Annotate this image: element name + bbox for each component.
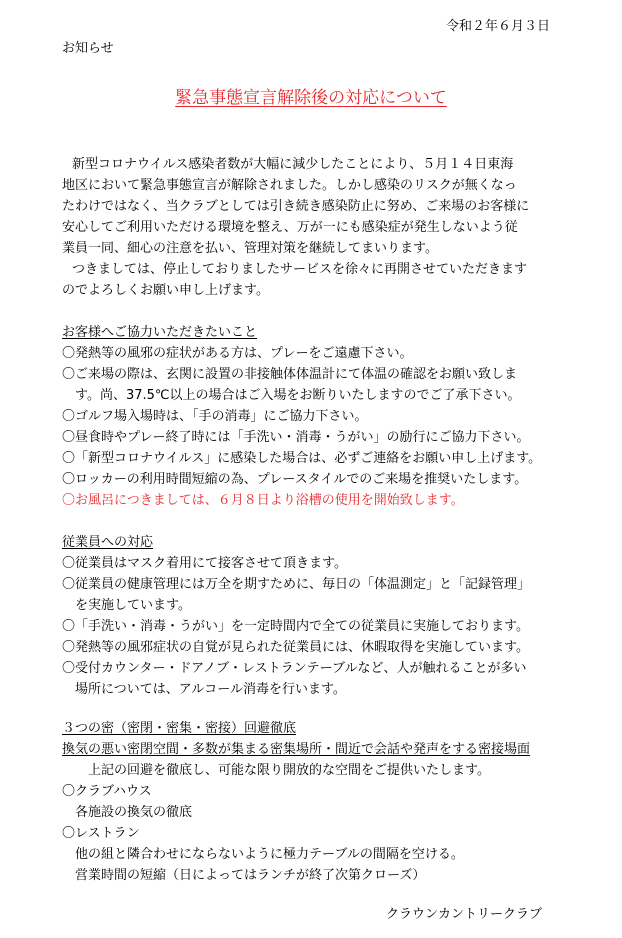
intro-line: つきましては、停止しておりましたサービスを徐々に再開させていただきます bbox=[72, 262, 528, 277]
mitsu-item: 営業時間の短縮（日によってはランチが終了次第クローズ） bbox=[75, 868, 426, 883]
mitsu-item: 各施設の換気の徹底 bbox=[75, 805, 193, 820]
mitsu-section bbox=[62, 718, 562, 886]
mitsu-item: 上記の回避を徹底し、可能な限り開放的な空間をご提供いたします。 bbox=[88, 763, 490, 778]
customer-item: 〇発熱等の風邪の症状がある方は、プレーをご遠慮下さい。 bbox=[62, 346, 413, 361]
intro-section bbox=[62, 154, 562, 301]
staff-item: 〇発熱等の風邪症状の自覚が見られた従業員には、休暇取得を実施しています。 bbox=[62, 640, 529, 655]
customer-item: 〇「新型コロナウイルス」に感染した場合は、必ずご連絡をお願い申し上げます。 bbox=[62, 451, 542, 466]
staff-item: 〇「手洗い・消毒・うがい」を一定時間内で全ての従業員に実施しております。 bbox=[62, 619, 529, 634]
customers-heading: お客様へご協力いただきたいこと bbox=[62, 325, 258, 340]
intro-line: 新型コロナウイルス感染者数が大幅に減少したことにより、５月１４日東海 bbox=[72, 157, 514, 172]
staff-item: を実施しています。 bbox=[75, 598, 191, 613]
staff-heading: 従業員への対応 bbox=[62, 535, 154, 550]
customer-item: 〇ロッカーの利用時間短縮の為、プレースタイルでのご来場を推奨いたします。 bbox=[62, 472, 528, 487]
intro-line: たわけではなく、当クラブとしては引き続き感染防止に努め、ご来場のお客様に bbox=[62, 199, 530, 214]
customers-section bbox=[62, 322, 562, 511]
intro-line: 業員一同、細心の注意を払い、管理対策を継続してまいります。 bbox=[62, 241, 438, 256]
mitsu-item: 〇クラブハウス bbox=[62, 784, 152, 799]
intro-line: 安心してご利用いただける環境を整え、万が一にも感染症が発生しないよう従 bbox=[62, 220, 518, 235]
club-name: クラウンカントリークラブ bbox=[385, 907, 542, 922]
notice-label: お知らせ bbox=[62, 41, 114, 56]
intro-line: のでよろしくお願い申し上げます。 bbox=[62, 283, 269, 298]
staff-item: 場所については、アルコール消毒を行います。 bbox=[75, 682, 346, 697]
document-title: 緊急事態宣言解除後の対応について bbox=[175, 88, 447, 108]
mitsu-item: 他の組と隣合わせにならないように極力テーブルの間隔を空ける。 bbox=[75, 847, 464, 862]
document-date: 令和２年６月３日 bbox=[445, 19, 550, 34]
customer-item: 〇昼食時やプレー終了時には「手洗い・消毒・うがい」の励行にご協力下さい。 bbox=[62, 430, 530, 445]
staff-item: 〇従業員はマスク着用にて接客させて頂きます。 bbox=[62, 556, 347, 571]
mitsu-heading: ３つの密（密閉・密集・密接）回避徹底 bbox=[62, 721, 297, 736]
customer-item: 〇ご来場の際は、玄関に設置の非接触体体温計にて体温の確認をお願い致しま bbox=[62, 367, 518, 382]
staff-item: 〇従業員の健康管理には万全を期すために、毎日の「体温測定」と「記録管理」 bbox=[62, 577, 531, 592]
customer-item: す。尚、37.5℃以上の場合はご入場をお断りいたしますのでご了承下さい。 bbox=[75, 388, 521, 403]
staff-section bbox=[62, 532, 562, 700]
mitsu-item: 〇レストラン bbox=[62, 826, 140, 841]
customer-item: 〇ゴルフ場入場時は、「手の消毒」にご協力下さい。 bbox=[62, 409, 368, 424]
intro-line: 地区において緊急事態宣言が解除されました。しかし感染のリスクが無くなっ bbox=[62, 178, 517, 193]
mitsu-subheading: 換気の悪い密閉空間・多数が集まる密集場所・間近で会話や発声をする密接場面 bbox=[62, 742, 531, 757]
customer-item-highlight: 〇お風呂につきましては、６月８日より浴槽の使用を開始致します。 bbox=[62, 493, 464, 508]
staff-item: 〇受付カウンター・ドアノブ・レストランテーブルなど、人が触れることが多い bbox=[62, 661, 527, 676]
